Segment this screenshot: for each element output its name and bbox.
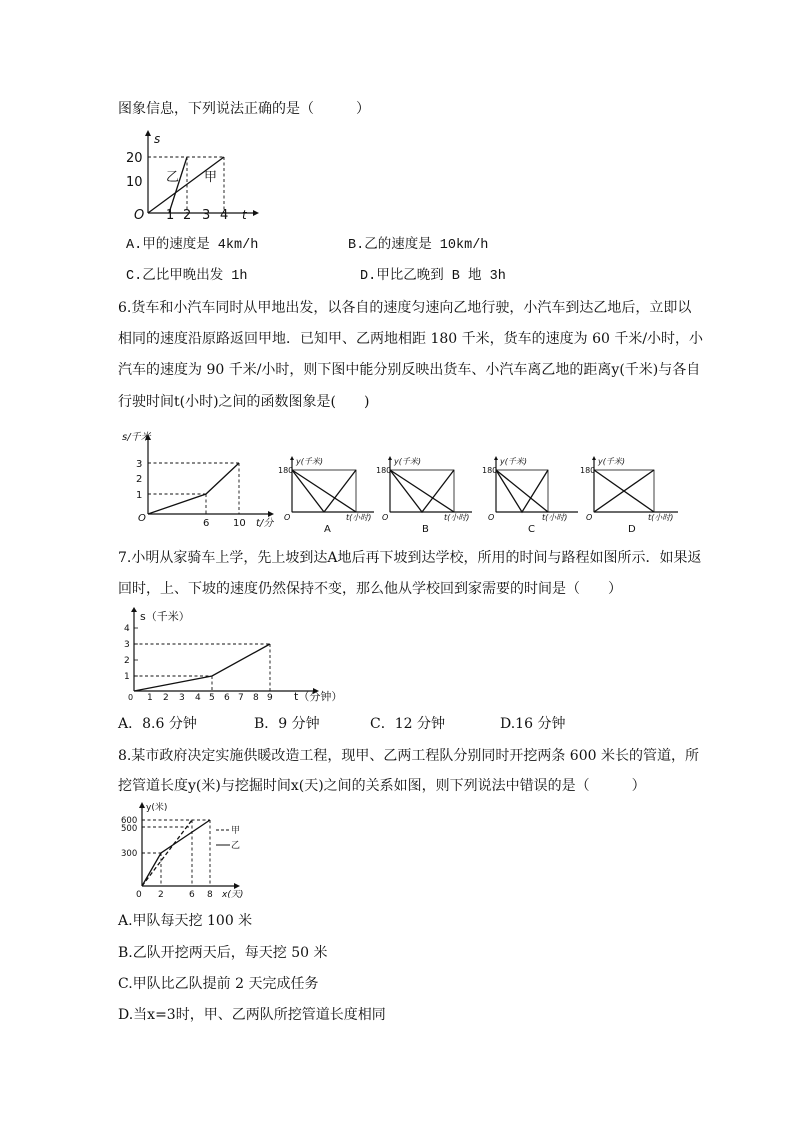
svg-text:4: 4 (124, 624, 130, 634)
svg-text:0: 0 (128, 693, 134, 702)
svg-text:O: O (586, 513, 593, 522)
q7-option-d: D.16 分钟 (500, 716, 566, 732)
q5-stem-tail: 图象信息，下列说法正确的是（ ） (118, 101, 370, 117)
svg-text:180: 180 (278, 466, 294, 475)
svg-text:500: 500 (121, 824, 138, 834)
svg-text:t(小时): t(小时) (542, 513, 568, 522)
svg-text:O: O (284, 513, 291, 522)
q6-extra-y-tick-3: 3 (136, 459, 143, 470)
svg-text:t(小时): t(小时) (648, 513, 674, 522)
q6-extra-x-tick-10: 10 (233, 518, 246, 529)
svg-text:8: 8 (207, 890, 213, 900)
q8-option-d: D.当x=3时，甲、乙两队所挖管道长度相同 (118, 1007, 386, 1023)
q5-x-tick-4: 4 (220, 208, 229, 223)
q6-extra-y-tick-1: 1 (136, 490, 143, 501)
svg-text:y(米): y(米) (146, 803, 168, 813)
svg-text:2: 2 (163, 693, 169, 703)
q6-extra-x-label: t/分 (256, 518, 274, 529)
q7-line-1: 7.小明从家骑车上学，先上坡到达A地后再下坡到达学校，所用的时间与路程如图所示．如果返 (118, 550, 702, 566)
svg-text:3: 3 (124, 640, 130, 650)
q6-option-graph-a (278, 454, 378, 536)
svg-text:y(千米): y(千米) (598, 457, 625, 466)
svg-text:y(千米): y(千米) (394, 457, 421, 466)
q6-extra-graph (118, 426, 278, 530)
q5-x-tick-2: 2 (183, 208, 192, 223)
q7-graph (118, 606, 348, 704)
q5-option-d: D.甲比乙晚到 B 地 3h (360, 269, 506, 284)
svg-text:300: 300 (121, 849, 138, 859)
svg-text:乙: 乙 (231, 841, 241, 851)
svg-text:180: 180 (376, 466, 392, 475)
svg-text:O: O (382, 513, 389, 522)
svg-text:O: O (488, 513, 495, 522)
q6-option-label-d: D (628, 524, 636, 535)
svg-text:5: 5 (209, 693, 215, 703)
q5-label-yi: 乙 (166, 170, 180, 185)
q7-line-2: 回时，上、下坡的速度仍然保持不变，那么他从学校回到家需要的时间是（ ） (118, 581, 622, 597)
svg-text:600: 600 (121, 816, 138, 826)
q5-y-tick-20: 20 (126, 151, 143, 166)
q7-option-c: C．12 分钟 (370, 716, 445, 732)
svg-text:2: 2 (158, 890, 164, 900)
svg-text:2: 2 (124, 656, 130, 666)
q5-option-a: A.甲的速度是 4km/h (126, 238, 259, 253)
svg-text:0: 0 (136, 890, 142, 900)
q8-option-b: B.乙队开挖两天后，每天挖 50 米 (118, 945, 328, 961)
q5-origin: O (134, 208, 145, 223)
q8-option-a: A.甲队每天挖 100 米 (118, 913, 253, 929)
svg-text:t(小时): t(小时) (444, 513, 470, 522)
q6-extra-y-label: s/千米 (122, 432, 151, 443)
svg-text:甲: 甲 (231, 826, 241, 836)
q8-graph (118, 800, 258, 906)
q5-option-b: B.乙的速度是 10km/h (348, 238, 489, 253)
q6-extra-y-tick-2: 2 (136, 474, 143, 485)
svg-text:180: 180 (580, 466, 596, 475)
q5-option-c: C.乙比甲晚出发 1h (126, 269, 248, 284)
q5-graph (118, 126, 268, 226)
q5-x-tick-3: 3 (202, 208, 211, 223)
svg-text:9: 9 (267, 693, 273, 703)
q5-y-label: s (154, 132, 161, 146)
svg-text:180: 180 (482, 466, 498, 475)
q6-option-graph-b (376, 454, 476, 536)
q6-option-label-c: C (528, 524, 535, 535)
svg-text:y(千米): y(千米) (500, 457, 527, 466)
svg-text:7: 7 (238, 693, 244, 703)
q6-line-4: 行驶时间t(小时)之间的函数图象是( ) (118, 394, 370, 410)
svg-text:1: 1 (124, 672, 130, 682)
svg-text:3: 3 (179, 693, 185, 703)
q6-extra-origin: O (138, 513, 146, 524)
q6-line-2: 相同的速度沿原路返回甲地．已知甲、乙两地相距 180 千米，货车的速度为 60 千米/小时，小 (118, 331, 704, 347)
svg-text:s（千米）: s（千米） (140, 610, 190, 623)
q8-line-1: 8.某市政府决定实施供暖改造工程，现甲、乙两工程队分别同时开挖两条 600 米长的管道，所 (118, 748, 699, 764)
q8-line-2: 挖管道长度y(米)与挖掘时间x(天)之间的关系如图，则下列说法中错误的是（ ） (118, 778, 646, 794)
svg-text:8: 8 (253, 693, 259, 703)
q6-line-1: 6.货车和小汽车同时从甲地出发，以各自的速度匀速向乙地行驶，小汽车到达乙地后，立即以 (118, 300, 692, 316)
q6-option-label-b: B (422, 524, 429, 535)
q6-option-graph-d (580, 454, 684, 536)
q6-line-3: 汽车的速度为 90 千米/小时，则下图中能分别反映出货车、小汽车离乙地的距离y(千米)与各自 (118, 362, 701, 378)
svg-text:6: 6 (189, 890, 195, 900)
q5-x-label: t (242, 208, 247, 222)
svg-text:t(小时): t(小时) (346, 513, 372, 522)
svg-text:6: 6 (224, 693, 230, 703)
q5-y-tick-10: 10 (126, 175, 143, 190)
svg-text:t（分钟）: t（分钟） (294, 690, 343, 703)
q8-option-c: C.甲队比乙队提前 2 天完成任务 (118, 976, 319, 992)
q5-label-jia: 甲 (204, 170, 218, 185)
q6-extra-x-tick-6: 6 (203, 518, 210, 529)
q7-option-b: B．9 分钟 (254, 716, 320, 732)
q5-x-tick-1: 1 (166, 208, 175, 223)
q7-option-a: A．8.6 分钟 (118, 716, 197, 732)
q6-option-label-a: A (324, 524, 331, 535)
svg-text:1: 1 (147, 693, 153, 703)
svg-text:4: 4 (195, 693, 201, 703)
svg-text:y(千米): y(千米) (296, 457, 323, 466)
svg-text:x(天): x(天) (222, 890, 244, 900)
q6-option-graph-c (482, 454, 582, 536)
